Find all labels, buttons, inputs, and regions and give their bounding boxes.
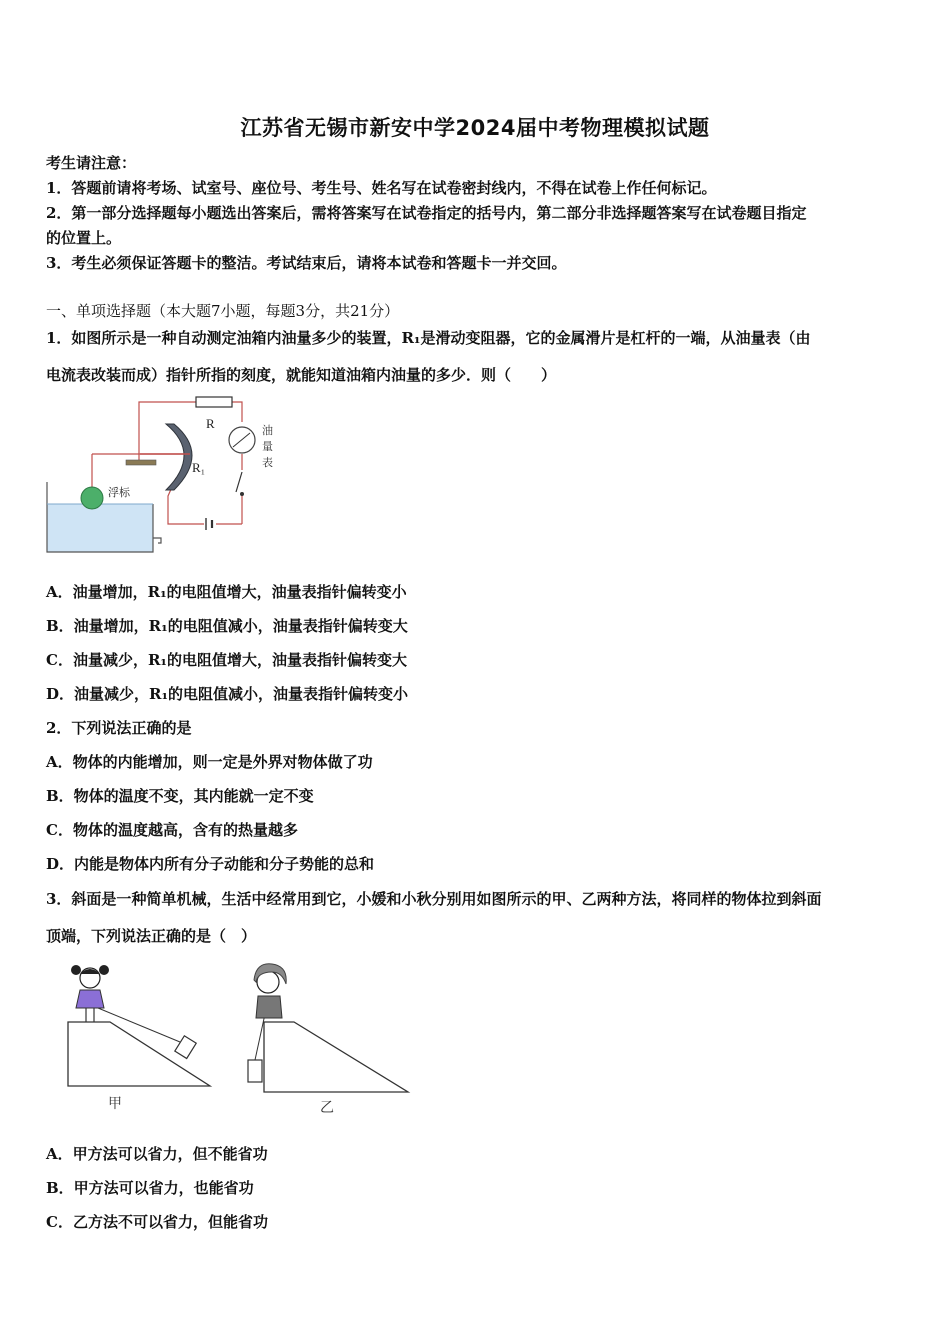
q1-stem-line1: 1．如图所示是一种自动测定油箱内油量多少的装置，R₁是滑动变阻器，它的金属滑片是杠杆的一端，从油量表（由 xyxy=(46,329,811,347)
q3-incline-figure xyxy=(60,958,420,1118)
q1-stem-line2: 电流表改装而成）指针所指的刻度，就能知道油箱内油量的多少．则（ ） xyxy=(46,366,557,384)
q3-option-c: C．乙方法不可以省力，但能省功 xyxy=(46,1213,268,1231)
label-r1: R₁ xyxy=(192,460,206,475)
boy-body xyxy=(256,996,282,1018)
notice-item-3: 3．考生必须保证答题卡的整洁。考试结束后，请将本试卷和答题卡一并交回。 xyxy=(46,254,567,272)
q1-option-a: A．油量增加，R₁的电阻值增大，油量表指针偏转变小 xyxy=(46,583,407,601)
q3-stem-line1: 3．斜面是一种简单机械，生活中经常用到它，小媛和小秋分别用如图所示的甲、乙两种方法，将同样的物体拉到斜面 xyxy=(46,890,822,908)
label-meter-3: 表 xyxy=(262,456,273,469)
q1-option-d: D．油量减少，R₁的电阻值减小，油量表指针偏转变小 xyxy=(46,685,409,703)
label-meter-1: 油 xyxy=(262,424,273,437)
float-ball xyxy=(81,487,103,509)
label-jia: 甲 xyxy=(108,1096,122,1112)
notice-item-2: 2．第一部分选择题每小题选出答案后，需将答案写在试卷指定的括号内，第二部分非选择题答案写在试卷题目指定 xyxy=(46,204,807,222)
q3-option-b: B．甲方法可以省力，也能省功 xyxy=(46,1179,254,1197)
notice-heading: 考生请注意： xyxy=(46,154,137,172)
q1-oil-gauge-figure xyxy=(44,392,284,560)
q1-option-b: B．油量增加，R₁的电阻值减小，油量表指针偏转变大 xyxy=(46,617,408,635)
q2-option-c: C．物体的温度越高，含有的热量越多 xyxy=(46,821,298,839)
method-jia xyxy=(68,965,210,1112)
notice-item-1: 1．答题前请将考场、试室号、座位号、考生号、姓名写在试卷密封线内，不得在试卷上作任何标记。 xyxy=(46,179,717,197)
switch xyxy=(236,472,242,492)
q3-stem-line2: 顶端，下列说法正确的是（ ） xyxy=(46,927,257,945)
q2-option-d: D．内能是物体内所有分子动能和分子势能的总和 xyxy=(46,855,375,873)
label-meter-2: 量 xyxy=(262,440,273,453)
method-yi xyxy=(248,964,408,1116)
resistor-r xyxy=(196,397,232,407)
girl-body xyxy=(76,990,104,1008)
label-r: R xyxy=(206,416,215,431)
label-yi: 乙 xyxy=(320,1100,334,1116)
notice-item-2-cont: 的位置上。 xyxy=(46,229,122,247)
q3-option-a: A．甲方法可以省力，但不能省功 xyxy=(46,1145,268,1163)
page-title: 江苏省无锡市新安中学2024届中考物理模拟试题 xyxy=(240,116,710,140)
q2-option-a: A．物体的内能增加，则一定是外界对物体做了功 xyxy=(46,753,373,771)
q2-stem: 2．下列说法正确的是 xyxy=(46,719,192,737)
variable-resistor-r1 xyxy=(166,424,192,490)
q2-option-b: B．物体的温度不变，其内能就一定不变 xyxy=(46,787,314,805)
label-float: 浮标 xyxy=(108,486,130,499)
q1-option-c: C．油量减少，R₁的电阻值增大，油量表指针偏转变大 xyxy=(46,651,407,669)
section-heading: 一、单项选择题（本大题7小题，每题3分，共21分） xyxy=(46,302,400,320)
